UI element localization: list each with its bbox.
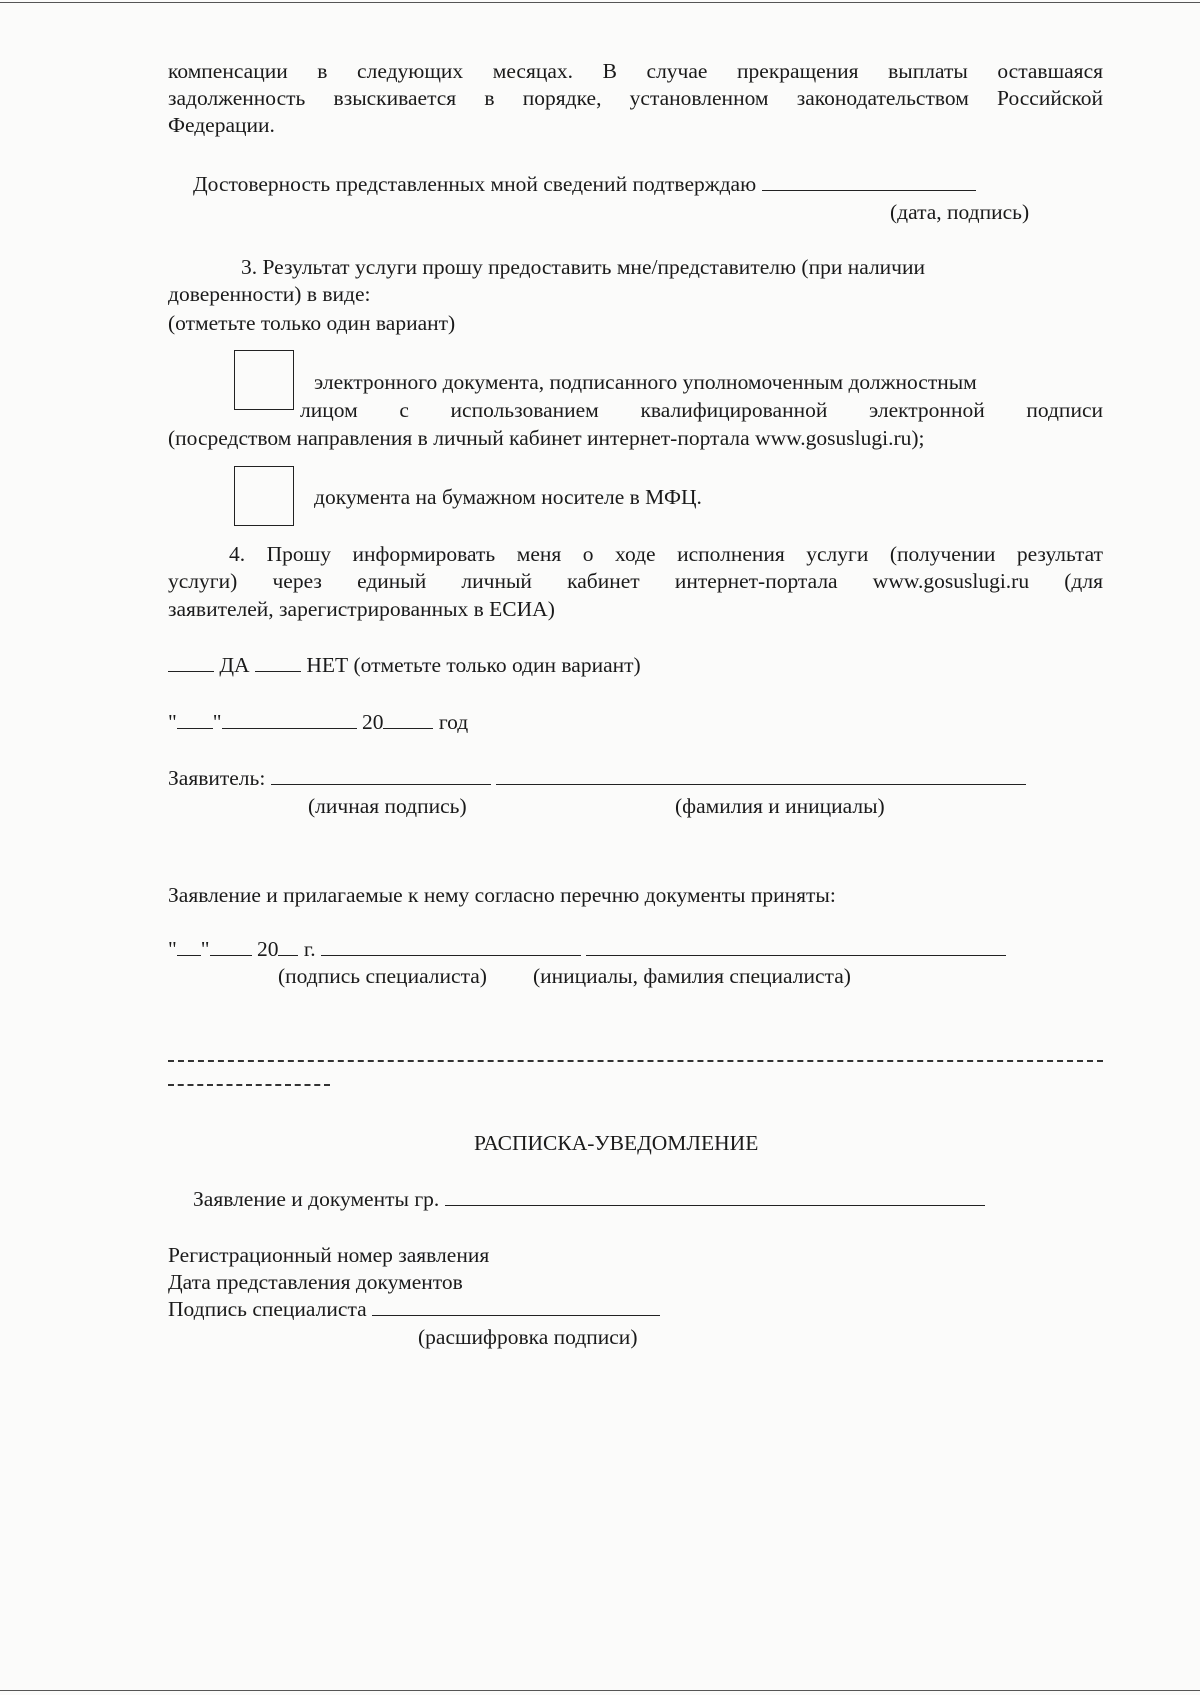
receipt-reg-number: Регистрационный номер заявления <box>168 1243 490 1267</box>
paragraph-line-3: Федерации. <box>168 113 275 137</box>
yes-label: ДА <box>219 653 250 677</box>
applicant-signature-caption: (личная подпись) <box>308 794 467 818</box>
accepted-day-blank[interactable] <box>177 955 201 956</box>
cut-line-2 <box>168 1084 330 1086</box>
applicant-label: Заявитель: <box>168 766 266 790</box>
section3-line-1: 3. Результат услуги прошу предоставить мне/представителю (при наличии <box>241 255 926 279</box>
receipt-signature-line: Подпись специалиста <box>168 1296 660 1323</box>
specialist-name-blank[interactable] <box>586 955 1006 956</box>
top-edge-line <box>0 2 1200 3</box>
no-label: НЕТ (отметьте только один вариант) <box>306 653 641 677</box>
applicant-name-blank[interactable] <box>496 784 1026 785</box>
accepted-month-blank[interactable] <box>210 955 252 956</box>
applicant-signature-blank[interactable] <box>271 784 491 785</box>
receipt-title: РАСПИСКА-УВЕДОМЛЕНИЕ <box>474 1131 759 1155</box>
no-blank[interactable] <box>255 671 301 672</box>
accepted-text: Заявление и прилагаемые к нему согласно перечню документы приняты: <box>168 883 836 907</box>
paragraph-line-2: задолженность взыскивается в порядке, установленном законодательством Российской <box>168 86 1103 110</box>
receipt-caption: (расшифровка подписи) <box>418 1325 638 1349</box>
confirm-signature-line[interactable] <box>762 190 976 191</box>
cut-line-1 <box>168 1060 1103 1062</box>
paragraph-line-1: компенсации в следующих месяцах. В случае прекращения выплаты оставшаяся <box>168 59 1103 83</box>
month-blank[interactable] <box>222 728 357 729</box>
applicant-line <box>168 765 1026 792</box>
section4-line-3: заявителей, зарегистрированных в ЕСИА) <box>168 597 555 621</box>
specialist-signature-caption: (подпись специалиста) <box>278 964 487 988</box>
applicant-name-caption: (фамилия и инициалы) <box>675 794 885 818</box>
receipt-citizen-blank[interactable] <box>445 1205 985 1206</box>
receipt-docs-line: Заявление и документы гр. <box>193 1186 985 1213</box>
section3-line-3: (отметьте только один вариант) <box>168 311 456 335</box>
receipt-date-submitted: Дата представления документов <box>168 1270 463 1294</box>
specialist-signature-blank[interactable] <box>321 955 581 956</box>
accepted-year-blank[interactable] <box>278 955 298 956</box>
section3-line-2: доверенности) в виде: <box>168 282 371 306</box>
yes-blank[interactable] <box>168 671 214 672</box>
yes-no-line <box>168 652 641 679</box>
confirm-text: Достоверность представленных мной сведений подтверждаю <box>193 171 976 198</box>
specialist-name-caption: (инициалы, фамилия специалиста) <box>533 964 851 988</box>
option-paper-checkbox[interactable] <box>234 466 294 526</box>
section4-line-1: 4. Прошу информировать меня о ходе исполнения услуги (получении результат <box>229 542 1103 566</box>
option-electronic-line-2: лицом с использованием квалифицированной электронной подписи <box>300 398 1103 422</box>
accepted-date-line: " " 20 г. <box>168 936 1006 963</box>
option-paper-text: документа на бумажном носителе в МФЦ. <box>314 485 702 509</box>
option-electronic-line-3: (посредством направления в личный кабинет интернет-портала www.gosuslugi.ru); <box>168 426 925 450</box>
day-blank[interactable] <box>177 728 213 729</box>
option-electronic-checkbox[interactable] <box>234 350 294 410</box>
section4-line-2: услуги) через единый личный кабинет интернет-портала www.gosuslugi.ru (для <box>168 569 1103 593</box>
year-blank[interactable] <box>383 728 433 729</box>
bottom-edge-line <box>0 1690 1200 1691</box>
year-word: год <box>438 710 469 734</box>
century: 20 <box>361 710 384 734</box>
confirm-caption: (дата, подпись) <box>890 200 1030 224</box>
option-electronic-line-1: электронного документа, подписанного уполномоченным должностным <box>314 370 977 394</box>
receipt-signature-blank[interactable] <box>372 1315 660 1316</box>
date-line: " " 20 год <box>168 710 469 734</box>
